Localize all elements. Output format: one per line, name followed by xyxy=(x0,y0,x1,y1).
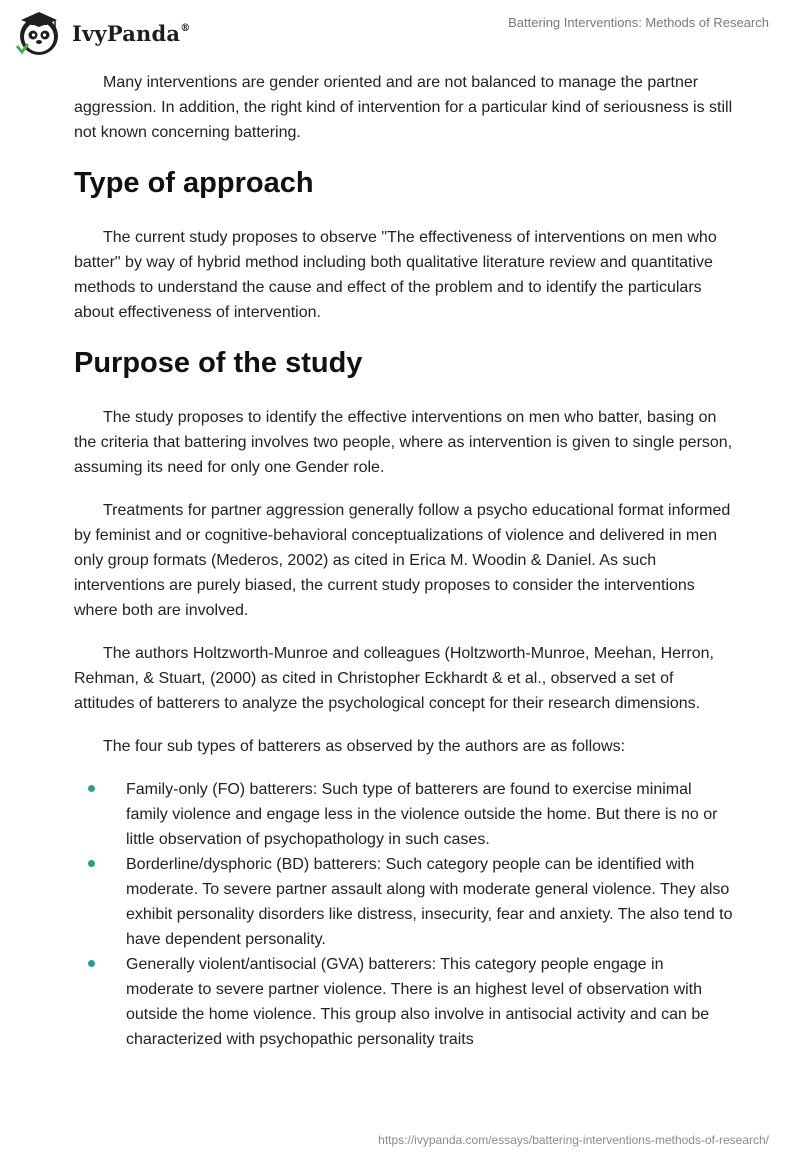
panda-logo-icon xyxy=(14,8,64,58)
purpose-heading: Purpose of the study xyxy=(74,347,363,379)
list-item xyxy=(74,852,734,952)
batterer-types-list xyxy=(74,777,734,1052)
list-item xyxy=(74,777,734,852)
bullet-icon xyxy=(88,785,95,792)
intro-paragraph: Many interventions are gender oriented and are not balanced to manage the partner aggression. In addition, the right kind of intervention for a particular kind of seriousness is still not known concerning battering. xyxy=(74,74,733,141)
list-item-text: Family-only (FO) batterers: Such type of batterers are found to exercise minimal family violence and engage less in the violence outside the home. But there is no or little observation of psychopathology in such cases. xyxy=(126,781,718,848)
running-title: Battering Interventions: Methods of Research xyxy=(508,15,769,30)
approach-heading: Type of approach xyxy=(74,167,314,199)
page-header xyxy=(0,0,800,64)
purpose-paragraph: The study proposes to identify the effective interventions on men who batter, basing on the criteria that battering involves two people, where as intervention is given to single person, assuming its need for only one Gender role. xyxy=(74,409,733,476)
brand-logo[interactable] xyxy=(14,8,190,58)
list-item-text: Generally violent/antisocial (GVA) batterers: This category people engage in moderate to severe partner violence. There is an highest level of observation with outside the home violence. This group also involve in antisocial activity and can be characterized with psychopathic personality traits xyxy=(126,956,710,1048)
article-body xyxy=(74,70,734,1052)
purpose-paragraph: The authors Holtzworth-Munroe and colleagues (Holtzworth-Munroe, Meehan, Herron, Rehman, & Stuart, (2000) as cited in Christopher Eckhardt & et al., observed a set of attitudes of batterers to analyze the psychological concept for their research dimensions. xyxy=(74,645,714,712)
list-item xyxy=(74,952,734,1052)
purpose-paragraph: Treatments for partner aggression generally follow a psycho educational format informed by feminist and or cognitive-behavioral conceptualizations of violence and delivered in men only group formats (Mederos, 2002) as cited in Erica M. Woodin & Daniel. As such interventions are purely biased, the current study proposes to consider the interventions where both are involved. xyxy=(74,502,731,619)
source-url-link[interactable]: https://ivypanda.com/essays/battering-interventions-methods-of-research/ xyxy=(378,1133,769,1147)
brand-name: IvyPanda® xyxy=(72,20,191,46)
purpose-paragraph: The four sub types of batterers as observed by the authors are as follows: xyxy=(103,738,626,755)
approach-paragraph: The current study proposes to observe "The effectiveness of interventions on men who batter" by way of hybrid method including both qualitative literature review and quantitative methods to understand the cause and effect of the problem and to identify the particulars about effectiveness of intervention. xyxy=(74,229,717,321)
bullet-icon xyxy=(88,960,95,967)
list-item-text: Borderline/dysphoric (BD) batterers: Such category people can be identified with moderate. To severe partner assault along with moderate general violence. They also exhibit personality disorders like distress, insecurity, fear and anxiety. The also tend to have dependent personality. xyxy=(126,856,733,948)
bullet-icon xyxy=(88,860,95,867)
